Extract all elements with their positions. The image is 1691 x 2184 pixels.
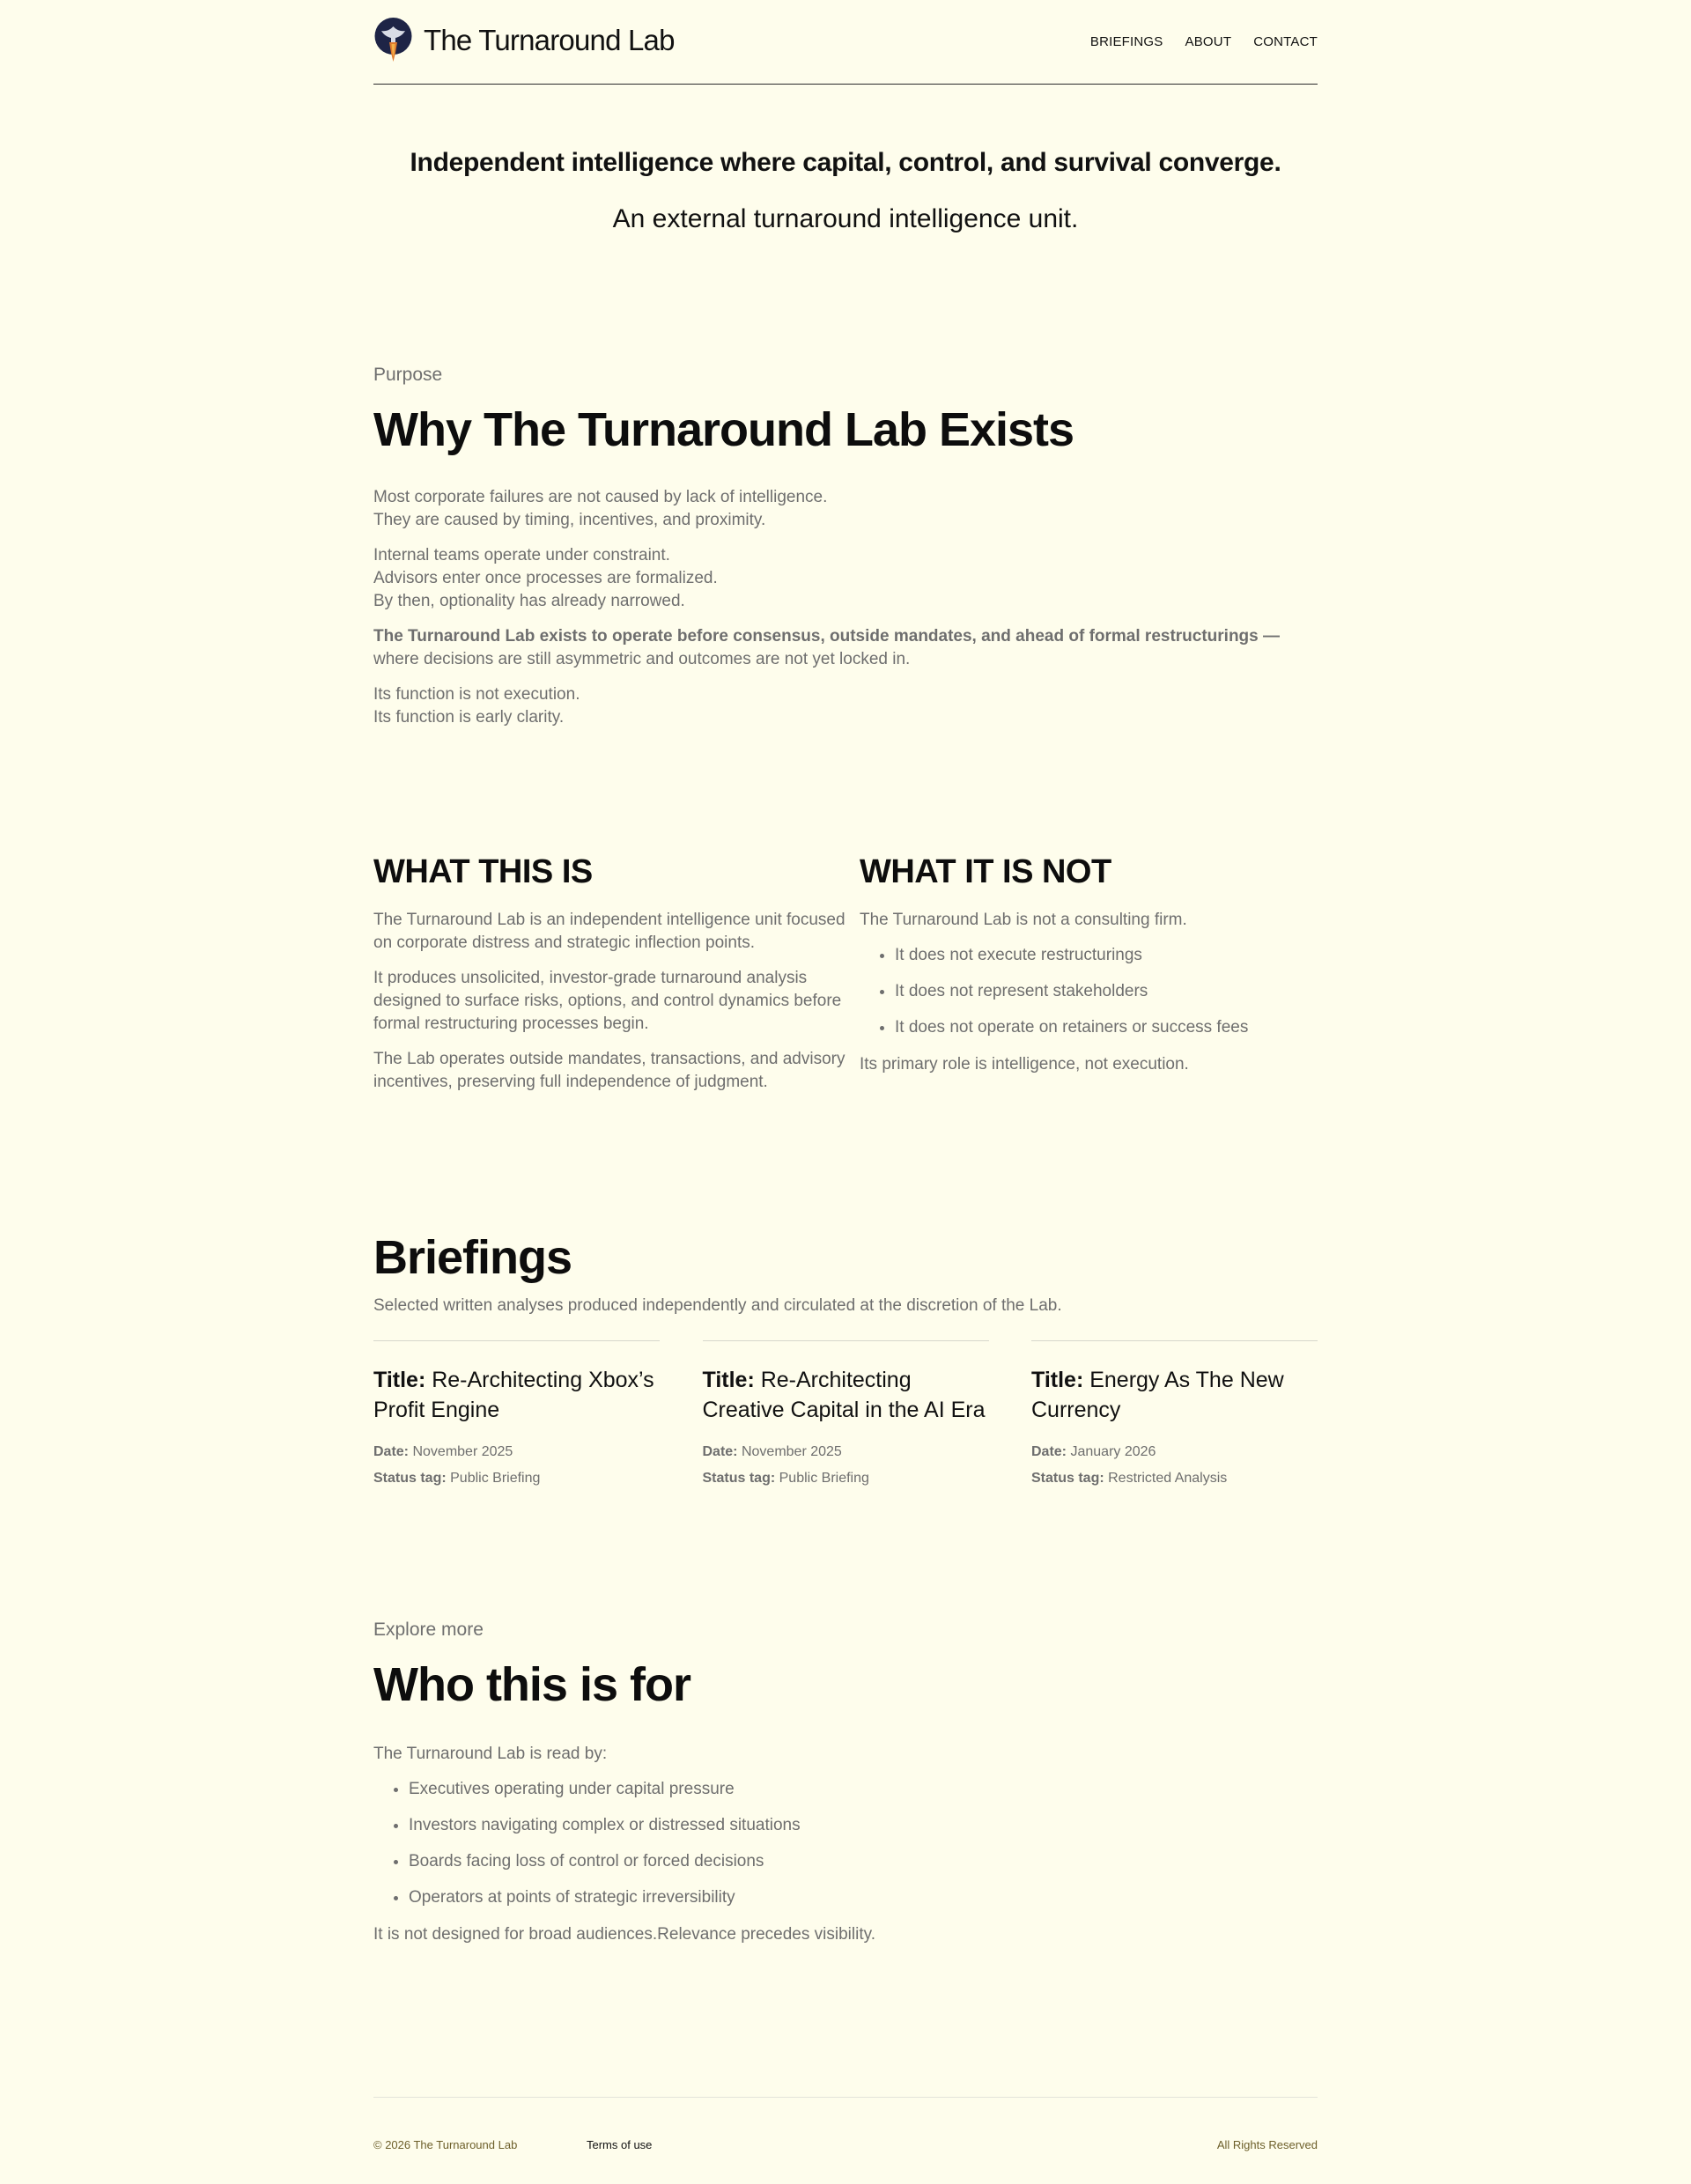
- list-item: • Investors navigating complex or distressed situations: [409, 1814, 1318, 1837]
- status-label: Status tag:: [702, 1471, 776, 1486]
- date-value: November 2025: [741, 1444, 842, 1459]
- briefing-title-text[interactable]: Re-Architecting Creative Capital in the AI Era: [702, 1368, 986, 1422]
- briefing-card[interactable]: [1031, 1340, 1318, 1492]
- what-it-is-not-intro: The Turnaround Lab is not a consulting firm.: [860, 911, 1187, 929]
- hero-headline: Independent intelligence where capital, control, and survival converge.: [410, 148, 1281, 177]
- date-value: January 2026: [1070, 1444, 1156, 1459]
- what-it-is-not-body: [860, 909, 1318, 1076]
- purpose-p3-rest: where decisions are still asymmetric and outcomes are not yet locked in.: [373, 650, 911, 668]
- purpose-p4-line-1: Its function is not execution.: [373, 685, 580, 704]
- briefing-card-title[interactable]: [703, 1365, 989, 1425]
- what-it-is-not-column: [860, 851, 1318, 1106]
- what-it-is-not-outro: Its primary role is intelligence, not execution.: [860, 1055, 1189, 1074]
- audience-eyebrow: Explore more: [373, 1620, 484, 1640]
- audience-outro: It is not designed for broad audiences.Relevance precedes visibility.: [373, 1925, 875, 1944]
- what-this-is-paragraph-3: The Lab operates outside mandates, transactions, and advisory incentives, preserving full independence of judgment.: [373, 1050, 846, 1091]
- briefing-cards: [373, 1340, 1318, 1492]
- status-label: Status tag:: [1031, 1471, 1104, 1486]
- nav-contact[interactable]: CONTACT: [1253, 34, 1318, 49]
- what-this-is-body: [373, 909, 860, 1094]
- date-value: November 2025: [412, 1444, 513, 1459]
- purpose-p1-line-2: They are caused by timing, incentives, and proximity.: [373, 511, 766, 529]
- briefings-section: [373, 1231, 1318, 1492]
- hero-subheadline: An external turnaround intelligence unit.: [612, 204, 1079, 233]
- list-item: • It does not operate on retainers or success fees: [895, 1016, 1318, 1039]
- briefing-date: [703, 1439, 989, 1465]
- copyright: © 2026 The Turnaround Lab: [373, 2138, 518, 2151]
- briefing-date: [373, 1439, 660, 1465]
- status-value: Public Briefing: [450, 1471, 541, 1486]
- brand-name[interactable]: The Turnaround Lab: [424, 24, 675, 56]
- briefing-date: [1031, 1439, 1318, 1465]
- purpose-paragraph-3: [373, 625, 1318, 671]
- list-item: • Executives operating under capital pressure: [409, 1778, 1318, 1801]
- date-label: Date:: [1031, 1444, 1067, 1459]
- briefing-status: [1031, 1465, 1318, 1492]
- purpose-p2-line-1: Internal teams operate under constraint.: [373, 546, 670, 564]
- briefings-title: Briefings: [373, 1231, 572, 1284]
- what-this-is-paragraph-1: The Turnaround Lab is an independent intelligence unit focused on corporate distress and strategic inflection points.: [373, 911, 846, 952]
- nav-briefings[interactable]: BRIEFINGS: [1089, 34, 1163, 49]
- what-this-is-column: [373, 851, 860, 1106]
- status-label: Status tag:: [373, 1471, 447, 1486]
- list-item: • Operators at points of strategic irreversibility: [409, 1886, 1318, 1909]
- briefing-card-title[interactable]: [373, 1365, 660, 1425]
- list-item: • It does not execute restructurings: [895, 944, 1318, 967]
- purpose-eyebrow: Purpose: [373, 365, 443, 385]
- briefing-status: [373, 1465, 660, 1492]
- briefing-title-text[interactable]: Energy As The New Currency: [1031, 1368, 1284, 1422]
- site-header: [373, 0, 1318, 85]
- date-label: Date:: [702, 1444, 738, 1459]
- audience-list: [373, 1778, 1318, 1909]
- briefing-card-meta: [373, 1439, 660, 1492]
- nav-about[interactable]: ABOUT: [1185, 34, 1232, 49]
- title-label: Title:: [373, 1368, 426, 1392]
- date-label: Date:: [373, 1444, 410, 1459]
- status-value: Restricted Analysis: [1108, 1471, 1228, 1486]
- purpose-p3-bold: The Turnaround Lab exists to operate before consensus, outside mandates, and ahead of formal restructurings —: [373, 627, 1281, 646]
- page: [373, 0, 1318, 2151]
- audience-title: Who this is for: [373, 1658, 690, 1711]
- briefing-card-meta: [1031, 1439, 1318, 1492]
- what-this-is-title: WHAT THIS IS: [373, 853, 593, 890]
- main-nav: [1090, 34, 1318, 49]
- rights-reserved: All Rights Reserved: [1216, 2138, 1318, 2151]
- briefing-card[interactable]: [703, 1340, 989, 1492]
- purpose-p2-line-3: By then, optionality has already narrowed.: [373, 592, 685, 610]
- briefings-subtitle: Selected written analyses produced independently and circulated at the discretion of the Lab.: [373, 1296, 1062, 1315]
- purpose-p4-line-2: Its function is early clarity.: [373, 708, 565, 727]
- list-item: • It does not represent stakeholders: [895, 980, 1318, 1003]
- purpose-title: Why The Turnaround Lab Exists: [373, 403, 1074, 456]
- status-value: Public Briefing: [779, 1471, 869, 1486]
- what-this-is-paragraph-2: It produces unsolicited, investor-grade turnaround analysis designed to surface risks, options, and control dynamics before formal restructuring processes begin.: [373, 969, 842, 1033]
- purpose-paragraph-2: [373, 544, 1318, 613]
- audience-intro: The Turnaround Lab is read by:: [373, 1745, 608, 1763]
- phoenix-logo-icon[interactable]: [373, 18, 413, 63]
- purpose-body: [373, 486, 1318, 729]
- site-footer: [373, 2097, 1318, 2151]
- what-it-is-not-list: [860, 944, 1318, 1039]
- purpose-p1-line-1: Most corporate failures are not caused by lack of intelligence.: [373, 488, 828, 506]
- hero: [373, 85, 1318, 234]
- title-label: Title:: [702, 1368, 755, 1392]
- terms-link[interactable]: Terms of use: [587, 2138, 653, 2151]
- briefing-title-text[interactable]: Re-Architecting Xbox’s Profit Engine: [373, 1368, 654, 1422]
- briefing-status: [703, 1465, 989, 1492]
- purpose-section: [373, 365, 1318, 729]
- briefing-card-title[interactable]: [1031, 1365, 1318, 1425]
- list-item: • Boards facing loss of control or forced decisions: [409, 1850, 1318, 1873]
- title-label: Title:: [1031, 1368, 1084, 1392]
- what-it-is-not-title: WHAT IT IS NOT: [860, 853, 1111, 890]
- briefing-card[interactable]: [373, 1340, 660, 1492]
- purpose-paragraph-1: [373, 486, 1318, 532]
- audience-body: [373, 1743, 1318, 1946]
- purpose-paragraph-4: [373, 683, 1318, 729]
- definition-section: [373, 851, 1318, 1106]
- purpose-p2-line-2: Advisors enter once processes are formalized.: [373, 569, 718, 587]
- briefing-card-meta: [703, 1439, 989, 1492]
- audience-section: [373, 1620, 1318, 1946]
